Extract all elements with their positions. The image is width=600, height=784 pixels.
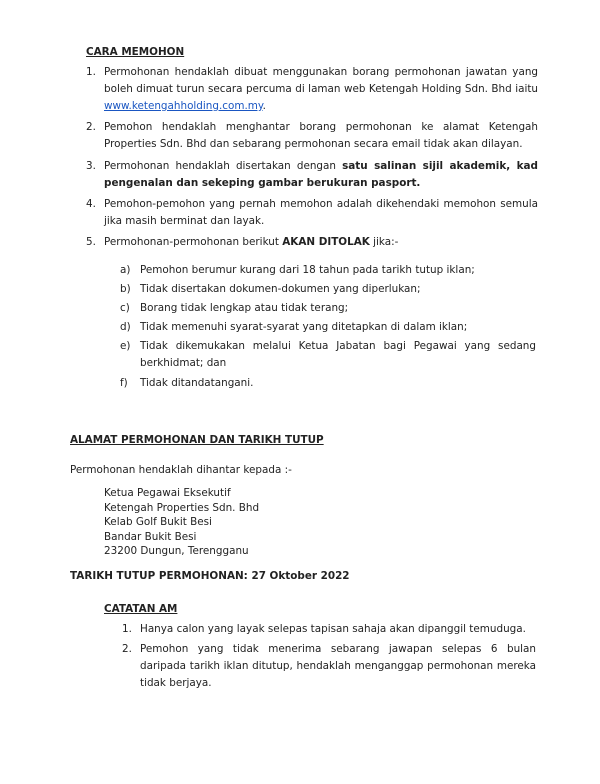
sub-list-item <box>120 262 536 279</box>
list-item <box>86 158 538 192</box>
sub-list-label: f) <box>120 377 128 389</box>
list-text: Hanya calon yang layak selepas tapisan sahaja akan dipanggil temuduga. <box>140 623 526 635</box>
list-item <box>86 119 538 153</box>
sub-list-item <box>120 319 536 336</box>
alamat-intro: Permohonan hendaklah dihantar kepada :- <box>70 464 292 476</box>
sub-list-item <box>120 375 536 392</box>
sub-list-text: Tidak disertakan dokumen-dokumen yang diperlukan; <box>140 283 421 295</box>
list-text: Permohonan hendaklah dibuat menggunakan borang permohonan jawatan yang boleh dimuat turun secara percuma di laman web Ketengah Holding Sdn. Bhd iaitu <box>104 66 538 95</box>
list-item <box>86 64 538 115</box>
address-line: 23200 Dungun, Terengganu <box>104 545 249 557</box>
cara-memohon-list <box>86 64 538 251</box>
list-number: 1. <box>86 66 96 78</box>
list-text: Pemohon yang tidak menerima sebarang jawapan selepas 6 bulan daripada tarikh iklan ditutup, hendaklah menganggap permohonan mereka tidak berjaya. <box>140 643 536 689</box>
address-line: Ketua Pegawai Eksekutif <box>104 487 231 499</box>
list-number: 5. <box>86 236 96 248</box>
closing-date: TARIKH TUTUP PERMOHONAN: 27 Oktober 2022 <box>70 570 350 582</box>
sub-list-label: b) <box>120 283 131 295</box>
sub-list-label: c) <box>120 302 130 314</box>
list-text-bold: AKAN DITOLAK <box>282 236 370 248</box>
list-text-bold: satu salinan sijil akademik, kad pengenalan dan sekeping gambar berukuran pasport. <box>104 160 538 189</box>
catatan-heading: CATATAN AM <box>104 603 178 615</box>
list-number: 2. <box>122 643 132 655</box>
sub-list-label: a) <box>120 264 131 276</box>
sub-list-item <box>120 338 536 372</box>
list-text: Permohonan hendaklah disertakan dengan <box>104 160 336 172</box>
alamat-heading: ALAMAT PERMOHONAN DAN TARIKH TUTUP <box>70 434 324 446</box>
tolak-sub-list <box>120 262 536 392</box>
address-block <box>104 486 259 559</box>
sub-list-item <box>120 281 536 298</box>
cara-memohon-heading: CARA MEMOHON <box>86 46 185 58</box>
sub-list-text: Tidak memenuhi syarat-syarat yang ditetapkan di dalam iklan; <box>140 321 468 333</box>
sub-list-label: e) <box>120 340 131 352</box>
list-text: Pemohon-pemohon yang pernah memohon adalah dikehendaki memohon semula jika masih berminat dan layak. <box>104 198 538 227</box>
list-number: 1. <box>122 623 132 635</box>
sub-list-text: Tidak ditandatangani. <box>140 377 254 389</box>
list-number: 2. <box>86 121 96 133</box>
list-item <box>122 641 536 692</box>
list-number: 4. <box>86 198 96 210</box>
sub-list-text: Borang tidak lengkap atau tidak terang; <box>140 302 349 314</box>
list-text: Pemohon hendaklah menghantar borang permohonan ke alamat Ketengah Properties Sdn. Bhd dan sebarang permohonan secara email tidak akan dilayan. <box>104 121 538 150</box>
sub-list-text: Pemohon berumur kurang dari 18 tahun pada tarikh tutup iklan; <box>140 264 475 276</box>
list-item <box>86 196 538 230</box>
address-line: Bandar Bukit Besi <box>104 530 197 543</box>
catatan-list <box>122 621 536 692</box>
list-text-suffix: . <box>262 100 266 112</box>
sub-list-text: Tidak dikemukakan melalui Ketua Jabatan bagi Pegawai yang sedang berkhidmat; dan <box>140 340 536 369</box>
list-item <box>86 234 538 251</box>
sub-list-label: d) <box>120 321 131 333</box>
address-line: Kelab Golf Bukit Besi <box>104 516 212 528</box>
website-link[interactable]: www.ketengahholding.com.my <box>104 100 263 112</box>
list-item <box>122 621 536 638</box>
sub-list-item <box>120 300 536 317</box>
address-line: Ketengah Properties Sdn. Bhd <box>104 501 260 514</box>
list-number: 3. <box>86 160 96 172</box>
list-text-suffix: jika:- <box>373 236 399 248</box>
list-text: Permohonan-permohonan berikut <box>104 236 279 248</box>
